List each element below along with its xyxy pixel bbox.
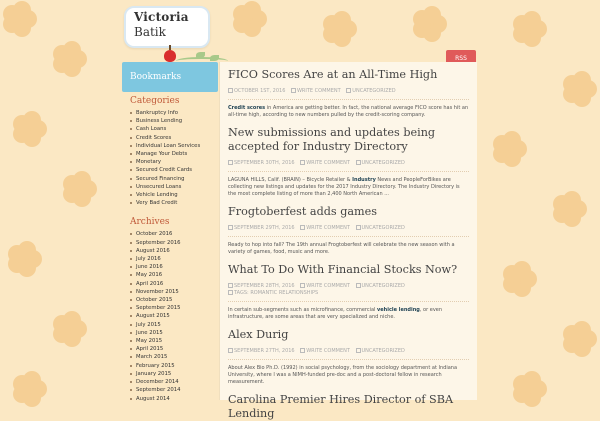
post-meta: [228, 348, 469, 360]
site-logo[interactable]: [124, 6, 210, 48]
post-meta: [228, 283, 469, 302]
post: [228, 393, 469, 421]
archive-link[interactable]: September 2016: [130, 239, 218, 247]
category-link[interactable]: Monetary: [130, 158, 218, 166]
post-title[interactable]: What To Do With Financial Stocks Now?: [228, 263, 458, 276]
highlight-link[interactable]: Credit scores: [228, 105, 266, 111]
category-link[interactable]: UNCATEGORIZED: [361, 225, 405, 231]
archive-link[interactable]: February 2015: [130, 362, 218, 370]
folder-icon: [356, 283, 361, 288]
post-date: SEPTEMBER 29TH, 2016: [234, 225, 295, 231]
post-meta: [228, 225, 469, 237]
archives-title: Archives: [130, 217, 170, 228]
post-date: SEPTEMBER 28TH, 2016: [234, 283, 295, 289]
leaf-icon: [210, 55, 219, 61]
comment-icon: [291, 88, 296, 93]
post-title[interactable]: Carolina Premier Hires Director of SBA Lending: [228, 393, 454, 420]
comment-link[interactable]: WRITE COMMENT: [306, 160, 350, 166]
comment-link[interactable]: WRITE COMMENT: [296, 88, 341, 94]
post-excerpt: Ready to hop into fall? The 19th annual Frogtoberfest will celebrate the new season with a variety of games, food, music and more.: [228, 242, 455, 255]
archive-link[interactable]: May 2016: [130, 271, 218, 279]
post: [228, 205, 469, 256]
archive-link[interactable]: June 2015: [130, 329, 218, 337]
post-excerpt: [228, 105, 469, 119]
post-title[interactable]: FICO Scores Are at an All-Time High: [228, 68, 438, 81]
category-link[interactable]: UNCATEGORIZED: [361, 160, 405, 166]
comment-link[interactable]: WRITE COMMENT: [306, 225, 350, 231]
comment-icon: [300, 225, 305, 230]
post-date: OCTOBER 1ST, 2016: [234, 88, 286, 94]
rss-button[interactable]: RSS: [446, 50, 476, 68]
archive-link[interactable]: August 2015: [130, 312, 218, 320]
category-link[interactable]: Cash Loans: [130, 125, 218, 133]
highlight-link[interactable]: vehicle lending: [377, 307, 420, 313]
comment-link[interactable]: WRITE COMMENT: [306, 348, 350, 354]
post-date: SEPTEMBER 30TH, 2016: [234, 160, 295, 166]
post-excerpt: [228, 177, 469, 198]
archive-link[interactable]: April 2015: [130, 345, 218, 353]
archive-link[interactable]: January 2015: [130, 370, 218, 378]
post: [228, 126, 469, 198]
sidebar-title: Bookmarks: [122, 62, 218, 92]
comment-icon: [300, 160, 305, 165]
post-date: SEPTEMBER 27TH, 2016: [234, 348, 295, 354]
excerpt-text: LAGUNA HILLS, Calif. (BRAIN) – Bicycle Retailer &: [228, 177, 353, 183]
excerpt-text: News and PeopleForBikes are collecting new listings and updates for the 2017 Industry Directory. The Industry Directory is the most complete listing of more than 2,400 North American ...: [228, 177, 460, 197]
sidebar: [122, 62, 218, 400]
archive-link[interactable]: May 2015: [130, 337, 218, 345]
archive-link[interactable]: April 2016: [130, 280, 218, 288]
archives-list: [130, 230, 218, 402]
post: [228, 68, 469, 119]
archive-link[interactable]: August 2014: [130, 395, 218, 403]
archive-link[interactable]: August 2016: [130, 247, 218, 255]
excerpt-text: in America are getting better. In fact, the national average FICO score has hit an all-time high, according to new numbers pulled by the credit-scoring company.: [228, 105, 469, 118]
post-meta: [228, 88, 469, 100]
excerpt-text: In certain sub-segments such as microfinance, commercial: [228, 307, 378, 313]
post: [228, 328, 469, 386]
category-link[interactable]: Vehicle Lending: [130, 191, 218, 199]
post: [228, 263, 469, 321]
archive-link[interactable]: October 2015: [130, 296, 218, 304]
category-link[interactable]: UNCATEGORIZED: [361, 348, 405, 354]
archive-link[interactable]: June 2016: [130, 263, 218, 271]
calendar-icon: [228, 348, 233, 353]
archive-link[interactable]: July 2016: [130, 255, 218, 263]
archive-link[interactable]: October 2016: [130, 230, 218, 238]
category-link[interactable]: UNCATEGORIZED: [361, 283, 405, 289]
archive-link[interactable]: September 2014: [130, 386, 218, 394]
post-excerpt: About Alex Bio Ph.D. (1992) in social psychology, from the sociology department at Indiana University, where I was a NIMH-funded pre-doc and a post-doctoral fellow in research measurement.: [228, 365, 458, 385]
archive-link[interactable]: September 2015: [130, 304, 218, 312]
post-meta: [228, 160, 469, 172]
comment-icon: [300, 348, 305, 353]
logo-title: Victoria: [134, 10, 189, 24]
archive-link[interactable]: March 2015: [130, 353, 218, 361]
archive-link[interactable]: November 2015: [130, 288, 218, 296]
category-link[interactable]: Manage Your Debts: [130, 150, 218, 158]
calendar-icon: [228, 225, 233, 230]
folder-icon: [356, 225, 361, 230]
post-title[interactable]: Alex Durig: [228, 328, 289, 341]
post-excerpt: [228, 307, 469, 321]
tags-link[interactable]: TAGS: ROMANTIC RELATIONSHIPS: [234, 290, 319, 296]
folder-icon: [356, 160, 361, 165]
category-link[interactable]: Individual Loan Services: [130, 142, 218, 150]
categories-title: Categories: [130, 96, 180, 106]
apple-icon: [164, 50, 176, 62]
archive-link[interactable]: December 2014: [130, 378, 218, 386]
main-content: [219, 62, 477, 420]
archive-link[interactable]: July 2015: [130, 321, 218, 329]
calendar-icon: [228, 160, 233, 165]
category-link[interactable]: UNCATEGORIZED: [352, 88, 396, 94]
post-title[interactable]: Frogtoberfest adds games: [228, 205, 378, 218]
folder-icon: [346, 88, 351, 93]
category-link[interactable]: Business Lending: [130, 117, 218, 125]
leaf-icon: [196, 52, 205, 58]
categories-list: [130, 109, 218, 207]
comment-link[interactable]: WRITE COMMENT: [306, 283, 350, 289]
excerpt-text: , or even infrastructure, are some areas that are very specialized and niche.: [228, 307, 443, 320]
category-link[interactable]: Credit Scores: [130, 134, 218, 142]
logo-subtitle: Batik: [134, 25, 166, 39]
calendar-icon: [228, 283, 233, 288]
category-link[interactable]: Secured Credit Cards: [130, 166, 218, 174]
category-link[interactable]: Very Bad Credit: [130, 199, 218, 207]
comment-icon: [300, 283, 305, 288]
tag-icon: [228, 290, 233, 295]
category-link[interactable]: Secured Financing: [130, 175, 218, 183]
category-link[interactable]: Unsecured Loans: [130, 183, 218, 191]
folder-icon: [356, 348, 361, 353]
highlight-link[interactable]: Industry: [352, 177, 376, 183]
post-title[interactable]: New submissions and updates being accepted for Industry Directory: [228, 126, 436, 153]
calendar-icon: [228, 88, 233, 93]
category-link[interactable]: Bankruptcy Info: [130, 109, 218, 117]
